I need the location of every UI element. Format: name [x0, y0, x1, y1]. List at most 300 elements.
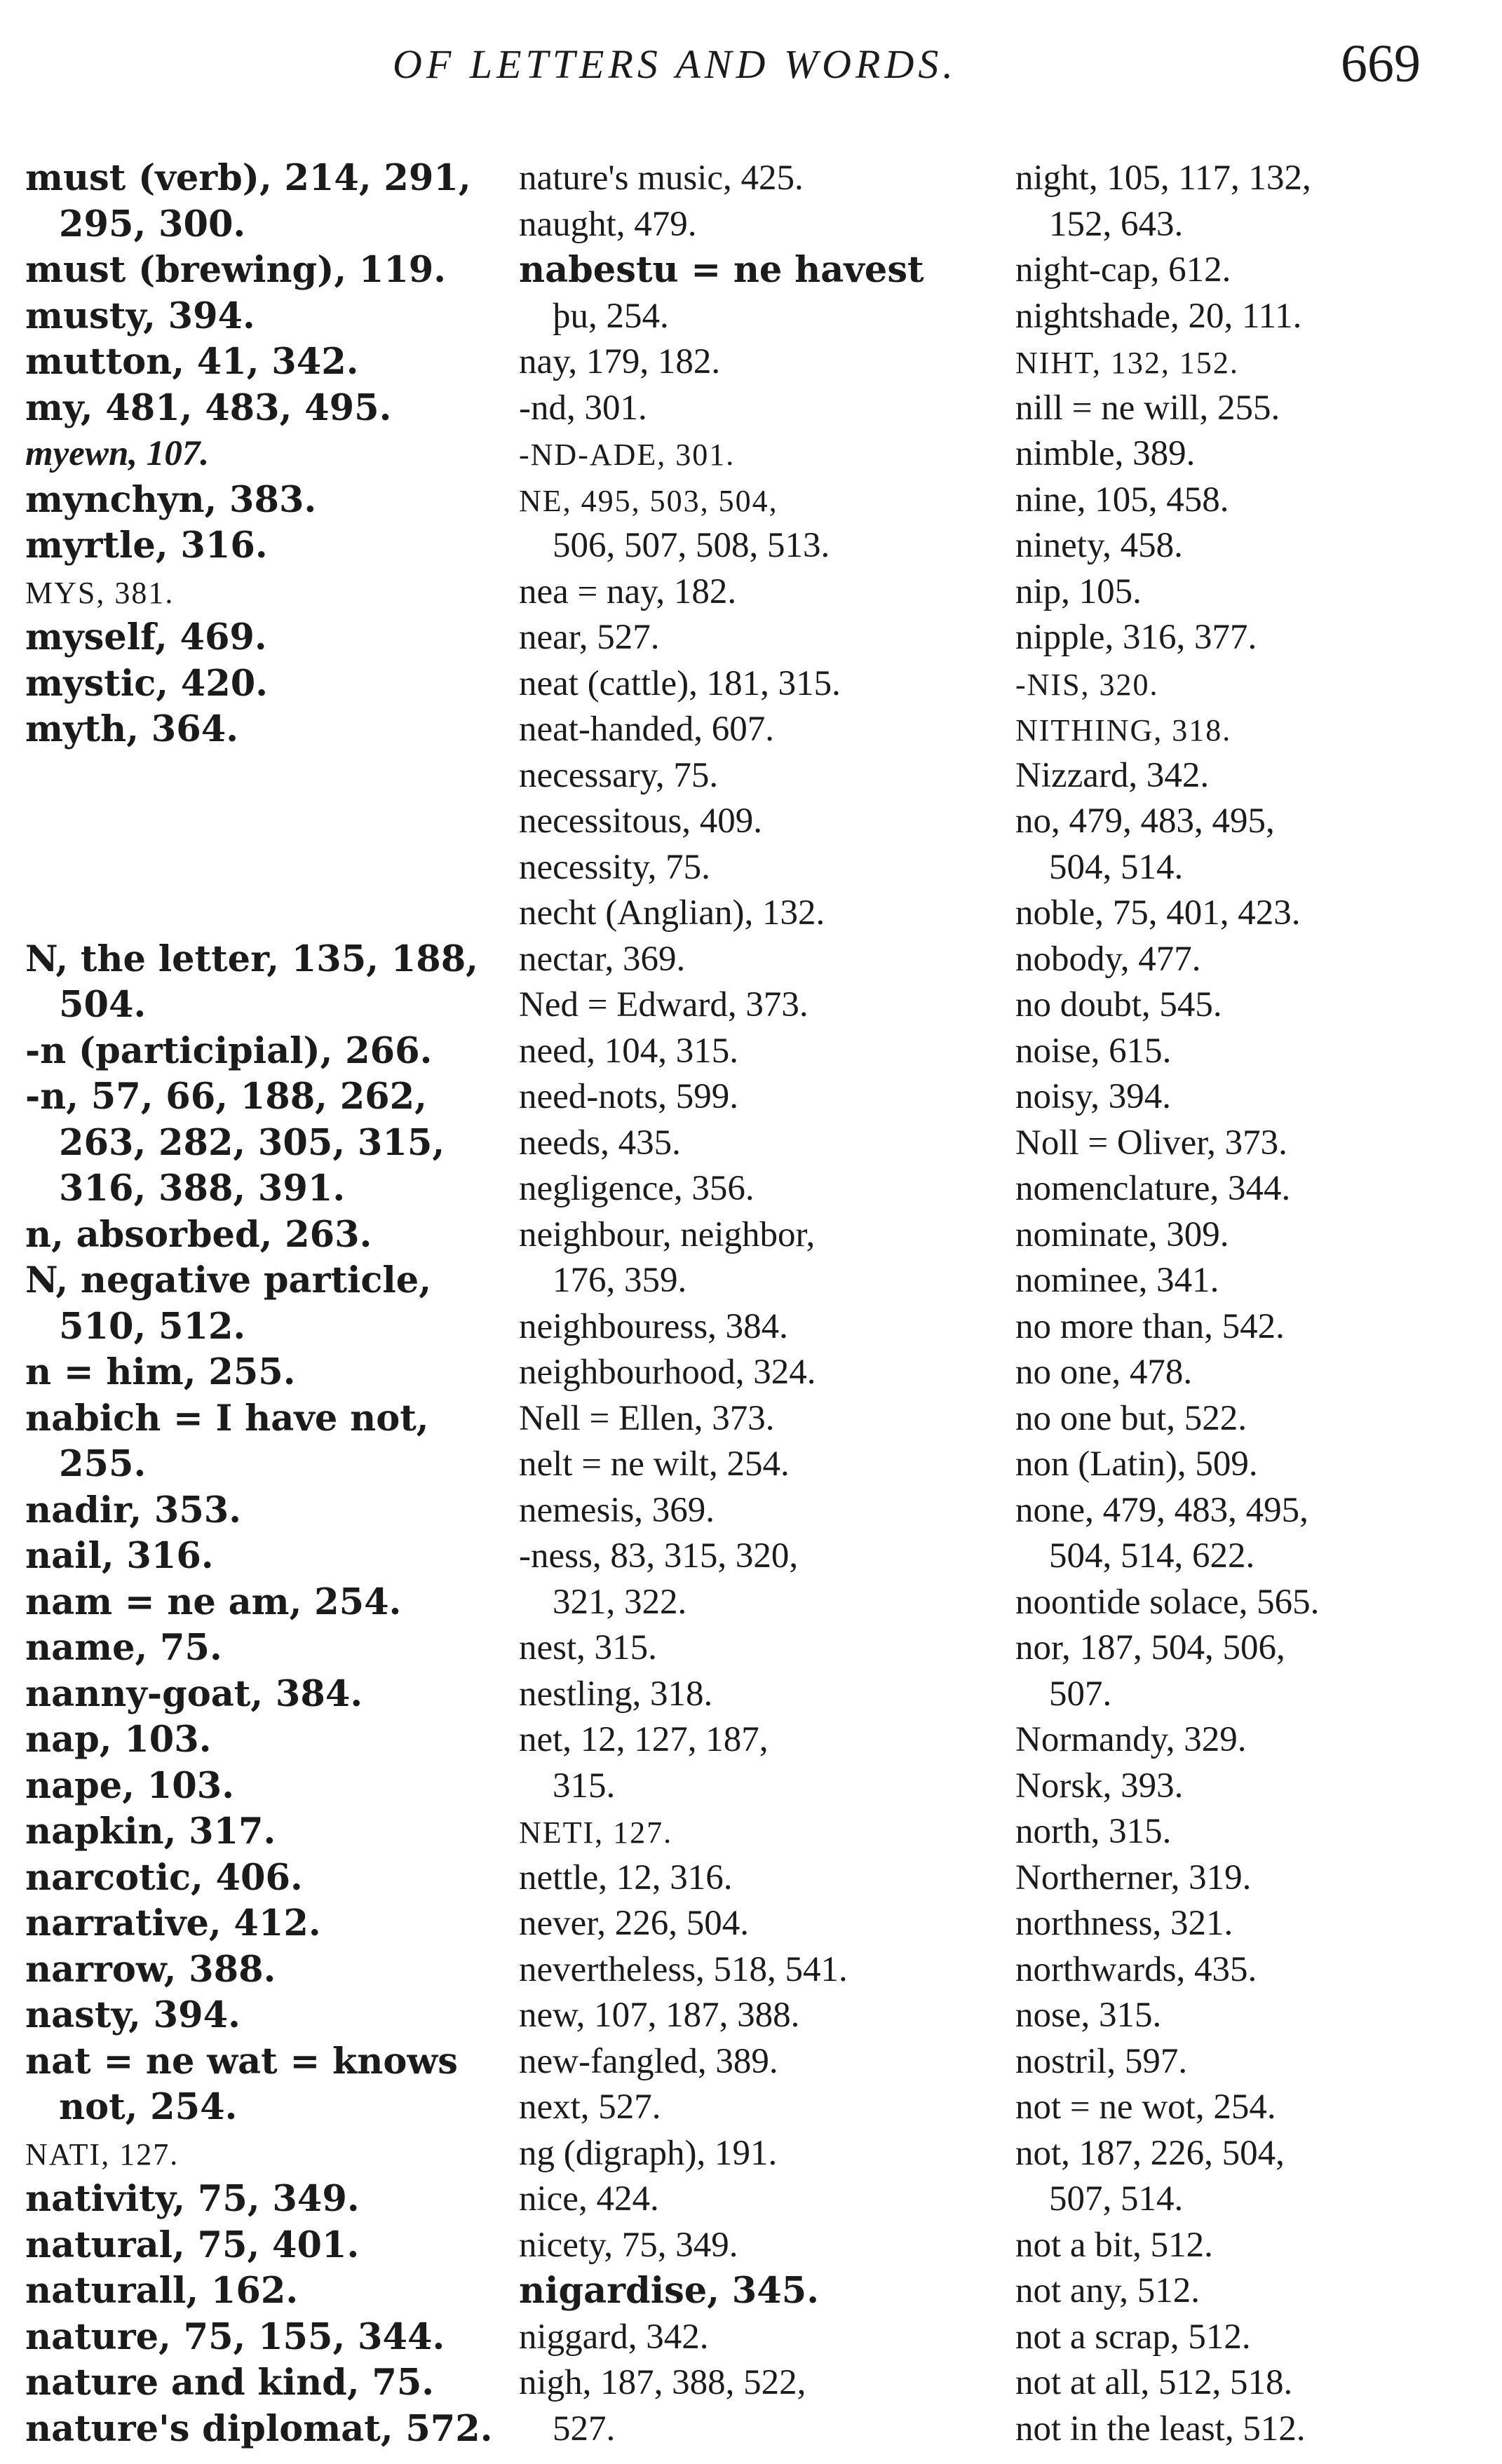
index-entry — [1015, 2131, 1464, 2177]
entry-text: 315. — [553, 1766, 616, 1806]
index-entry — [1015, 1166, 1464, 1212]
entry-text: mystic, 420. — [25, 662, 269, 705]
index-entry — [25, 1580, 474, 1626]
index-entry — [1015, 1488, 1464, 1534]
index-entry — [1015, 523, 1464, 569]
entry-text: must (verb), 214, 291, — [25, 157, 471, 199]
entry-text: MYS, 381. — [25, 575, 175, 610]
entry-text: n, absorbed, 263. — [25, 1213, 372, 1256]
entry-text: noise, 615. — [1015, 1031, 1172, 1071]
entry-text: musty, 394. — [25, 295, 255, 337]
entry-text: no, 479, 483, 495, — [1015, 801, 1275, 841]
entry-text: nap, 103. — [25, 1719, 212, 1761]
index-entry — [1015, 799, 1464, 845]
entry-text: next, 527. — [519, 2087, 661, 2127]
entry-text: nadir, 353. — [25, 1489, 242, 1531]
index-entry-continuation — [1015, 1534, 1464, 1580]
index-entry — [25, 937, 478, 983]
index-entry — [519, 339, 968, 386]
index-entry — [1015, 2223, 1464, 2269]
index-entry — [519, 1212, 968, 1259]
index-entry — [25, 569, 474, 616]
index-entry — [25, 1212, 474, 1259]
index-entry — [519, 799, 968, 845]
entry-text: ninety, 458. — [1015, 526, 1183, 565]
entry-text: not any, 512. — [1015, 2271, 1200, 2310]
index-entry — [25, 615, 474, 661]
entry-text: needs, 435. — [519, 1123, 681, 1163]
index-entry — [1015, 1304, 1464, 1351]
index-entry — [1015, 1121, 1464, 1167]
index-entry-continuation — [25, 982, 474, 1029]
entry-text: nomenclature, 344. — [1015, 1169, 1291, 1208]
entry-text: necht (Anglian), 132. — [519, 893, 825, 933]
entry-text: -ND-ADE, 301. — [519, 438, 736, 472]
index-entry — [1015, 431, 1464, 478]
entry-text: night-cap, 612. — [1015, 250, 1231, 290]
index-entry — [25, 478, 474, 524]
entry-text: 152, 643. — [1049, 204, 1184, 244]
index-entry — [519, 2223, 968, 2269]
index-entry — [519, 1625, 968, 1672]
entry-text: not = ne wot, 254. — [1015, 2087, 1276, 2127]
entry-text: nose, 315. — [1015, 1996, 1162, 2035]
blank-line — [25, 799, 474, 845]
index-entry — [1015, 1855, 1464, 1902]
index-entry — [1015, 339, 1464, 386]
index-entry-continuation — [519, 294, 968, 340]
index-entry-continuation — [25, 1304, 474, 1351]
entry-text: Norsk, 393. — [1015, 1766, 1184, 1806]
index-entry — [519, 2085, 968, 2131]
index-entry — [1015, 1258, 1464, 1304]
index-column-3 — [1015, 156, 1464, 2452]
entry-text: nominee, 341. — [1015, 1261, 1219, 1300]
index-entry — [25, 1809, 474, 1855]
index-entry — [25, 2268, 474, 2315]
index-entry — [519, 1396, 968, 1442]
entry-text: must (brewing), 119. — [25, 249, 447, 291]
entry-text: NIHT, 132, 152. — [1015, 346, 1239, 380]
entry-text: nasty, 394. — [25, 1994, 241, 2036]
entry-text: near, 527. — [519, 618, 660, 657]
index-entry — [519, 202, 968, 248]
entry-text: my, 481, 483, 495. — [25, 386, 392, 429]
index-entry — [1015, 1350, 1464, 1396]
index-entry — [519, 1901, 968, 1947]
entry-text: napkin, 317. — [25, 1810, 276, 1853]
entry-text: nobody, 477. — [1015, 939, 1201, 979]
entry-text: -NIS, 320. — [1015, 667, 1159, 702]
entry-text: night, 105, 117, 132, — [1015, 158, 1311, 198]
index-entry — [519, 2315, 968, 2361]
index-entry — [519, 2268, 968, 2315]
index-entry — [25, 431, 474, 478]
entry-text: nest, 315. — [519, 1628, 657, 1667]
entry-text: nail, 316. — [25, 1535, 214, 1577]
index-entry — [25, 386, 474, 432]
index-entry — [519, 661, 968, 708]
index-entry — [1015, 478, 1464, 524]
entry-text: myth, 364. — [25, 708, 238, 750]
page-number: 669 — [1341, 34, 1421, 93]
index-entry — [25, 2039, 474, 2085]
index-entry-continuation — [25, 1121, 474, 1167]
entry-text: -ness, 83, 315, 320, — [519, 1536, 799, 1576]
entry-text: 504, 514, 622. — [1049, 1536, 1255, 1576]
index-entry — [519, 2131, 968, 2177]
entry-text: noble, 75, 401, 423. — [1015, 893, 1301, 933]
entry-text: not, 187, 226, 504, — [1015, 2133, 1285, 2173]
index-entry — [1015, 982, 1464, 1029]
index-entry — [1015, 1717, 1464, 1764]
entry-text: name, 75. — [25, 1627, 222, 1669]
entry-text: myself, 469. — [25, 616, 267, 658]
index-entry — [1015, 1074, 1464, 1121]
entry-text: nature's diplomat, 572. — [25, 2407, 493, 2450]
index-entry — [519, 156, 968, 202]
entry-text: NETI, 127. — [519, 1815, 673, 1850]
entry-text: not at all, 512, 518. — [1015, 2363, 1293, 2402]
index-entry-continuation — [1015, 2177, 1464, 2223]
entry-text: not, 254. — [59, 2086, 238, 2128]
index-entry — [519, 1534, 968, 1580]
index-entry — [519, 1166, 968, 1212]
index-entry — [25, 1488, 474, 1534]
entry-text: none, 479, 483, 495, — [1015, 1490, 1308, 1530]
index-entry — [519, 2039, 968, 2085]
entry-text: ng (digraph), 191. — [519, 2133, 778, 2173]
index-entry — [1015, 1901, 1464, 1947]
index-entry — [1015, 753, 1464, 799]
entry-text: 504, 514. — [1049, 847, 1184, 887]
index-entry — [519, 937, 968, 983]
entry-text: need-nots, 599. — [519, 1077, 739, 1116]
entry-text: 176, 359. — [553, 1261, 687, 1300]
index-entry — [25, 1258, 474, 1304]
index-entry — [1015, 2268, 1464, 2315]
entry-text: no one but, 522. — [1015, 1398, 1247, 1438]
entry-text: nat = ne wat = knows — [25, 2040, 459, 2083]
index-entry — [519, 753, 968, 799]
entry-text: 316, 388, 391. — [59, 1167, 346, 1210]
entry-text: northwards, 435. — [1015, 1949, 1257, 1989]
entry-text: nestling, 318. — [519, 1674, 713, 1714]
entry-text: 507, 514. — [1049, 2179, 1184, 2219]
index-entry — [1015, 2407, 1464, 2453]
entry-text: narcotic, 406. — [25, 1856, 303, 1899]
index-entry — [519, 1442, 968, 1488]
index-entry — [519, 1717, 968, 1764]
index-entry — [1015, 891, 1464, 937]
index-entry — [1015, 1580, 1464, 1626]
entry-text: nip, 105. — [1015, 571, 1142, 611]
entry-text: necessitous, 409. — [519, 801, 763, 841]
index-entry — [519, 707, 968, 753]
index-entry — [25, 1947, 474, 1993]
index-entry — [1015, 1764, 1464, 1810]
entry-text: need, 104, 315. — [519, 1031, 739, 1071]
index-entry — [25, 339, 474, 386]
entry-text: nativity, 75, 349. — [25, 2178, 360, 2220]
entry-text: not a bit, 512. — [1015, 2225, 1213, 2265]
index-entry — [519, 386, 968, 432]
entry-text: nigardise, 345. — [519, 2270, 819, 2312]
entry-text: myewn, 107. — [25, 434, 210, 473]
entry-text: nimble, 389. — [1015, 434, 1196, 473]
index-entry — [25, 2360, 474, 2407]
index-entry — [1015, 1029, 1464, 1075]
index-entry — [25, 2315, 474, 2361]
index-entry — [25, 2223, 474, 2269]
entry-text: nature's music, 425. — [519, 158, 804, 198]
entry-text: nam = ne am, 254. — [25, 1580, 402, 1623]
entry-text: nice, 424. — [519, 2179, 659, 2219]
entry-text: nanny-goat, 384. — [25, 1672, 363, 1715]
entry-text: N, negative particle, — [25, 1259, 432, 1301]
index-entry — [25, 248, 474, 294]
entry-text: new, 107, 187, 388. — [519, 1996, 800, 2035]
index-column-2 — [519, 156, 968, 2452]
entry-text: nelt = ne wilt, 254. — [519, 1444, 790, 1484]
index-entry — [25, 1855, 474, 1902]
entry-text: nill = ne will, 255. — [1015, 388, 1280, 428]
entry-text: Noll = Oliver, 373. — [1015, 1123, 1287, 1163]
index-entry — [1015, 615, 1464, 661]
blank-line — [25, 891, 474, 937]
entry-text: north, 315. — [1015, 1812, 1172, 1851]
entry-text: neighbour, neighbor, — [519, 1214, 816, 1254]
entry-text: NITHING, 318. — [1015, 713, 1232, 747]
entry-text: NE, 495, 503, 504, — [519, 483, 778, 518]
index-entry — [519, 431, 968, 478]
entry-text: nape, 103. — [25, 1764, 234, 1807]
index-entry — [25, 1350, 474, 1396]
entry-text: NATI, 127. — [25, 2137, 180, 2172]
entry-text: nea = nay, 182. — [519, 571, 737, 611]
index-entry — [519, 1809, 968, 1855]
entry-text: narrow, 388. — [25, 1948, 276, 1991]
entry-text: Nell = Ellen, 373. — [519, 1398, 775, 1438]
entry-text: not a scrap, 512. — [1015, 2317, 1251, 2357]
entry-text: not in the least, 512. — [1015, 2409, 1306, 2449]
index-entry-continuation — [519, 1580, 968, 1626]
index-entry — [1015, 661, 1464, 708]
index-entry — [519, 1947, 968, 1993]
entry-text: nevertheless, 518, 541. — [519, 1949, 848, 1989]
index-entry — [25, 1717, 474, 1764]
entry-text: natural, 75, 401. — [25, 2223, 360, 2266]
entry-text: 510, 512. — [59, 1305, 246, 1348]
entry-text: nay, 179, 182. — [519, 342, 721, 381]
entry-text: 263, 282, 305, 315, — [59, 1121, 445, 1164]
entry-text: N, the letter, 135, 188, — [25, 937, 478, 980]
entry-text: 527. — [553, 2409, 616, 2449]
entry-text: no more than, 542. — [1015, 1306, 1285, 1346]
index-entry — [519, 891, 968, 937]
index-entry — [25, 661, 474, 708]
entry-text: myrtle, 316. — [25, 524, 268, 567]
index-entry-continuation — [25, 202, 474, 248]
index-entry-continuation — [519, 1764, 968, 1810]
entry-text: 507. — [1049, 1674, 1112, 1714]
entry-text: nemesis, 369. — [519, 1490, 715, 1530]
entry-text: non (Latin), 509. — [1015, 1444, 1258, 1484]
index-entry — [1015, 1212, 1464, 1259]
entry-text: noisy, 394. — [1015, 1077, 1171, 1116]
index-entry-continuation — [1015, 202, 1464, 248]
entry-text: -nd, 301. — [519, 388, 647, 428]
index-entry — [1015, 1809, 1464, 1855]
index-entry — [519, 1672, 968, 1718]
index-entry — [25, 1396, 474, 1442]
index-entry — [1015, 707, 1464, 753]
index-entry — [519, 1029, 968, 1075]
entry-text: negligence, 356. — [519, 1169, 755, 1208]
entry-text: nightshade, 20, 111. — [1015, 296, 1302, 336]
index-entry — [25, 1993, 474, 2039]
entry-text: naught, 479. — [519, 204, 697, 244]
entry-text: never, 226, 504. — [519, 1904, 749, 1943]
index-entry — [519, 845, 968, 891]
index-entry — [519, 2177, 968, 2223]
index-entry — [1015, 386, 1464, 432]
index-entry — [25, 2177, 474, 2223]
blank-line — [25, 753, 474, 799]
index-entry — [25, 1672, 474, 1718]
entry-text: 295, 300. — [59, 203, 246, 245]
entry-text: niggard, 342. — [519, 2317, 709, 2357]
index-entry — [25, 1901, 474, 1947]
index-entry — [519, 248, 968, 294]
index-entry — [25, 156, 474, 202]
index-entry — [1015, 156, 1464, 202]
index-entry — [25, 1074, 474, 1121]
index-entry — [25, 1764, 474, 1810]
index-entry — [25, 2407, 493, 2453]
index-entry-continuation — [1015, 1672, 1464, 1718]
entry-text: nectar, 369. — [519, 939, 686, 979]
index-entry — [25, 1625, 474, 1672]
index-entry-continuation — [519, 523, 968, 569]
index-entry — [1015, 2360, 1464, 2407]
entry-text: mutton, 41, 342. — [25, 341, 359, 383]
entry-text: mynchyn, 383. — [25, 478, 317, 521]
index-entry — [25, 523, 474, 569]
index-entry-continuation — [25, 2085, 474, 2131]
entry-text: nicety, 75, 349. — [519, 2225, 738, 2265]
entry-text: nominate, 309. — [1015, 1214, 1229, 1254]
index-entry — [1015, 294, 1464, 340]
index-entry-continuation — [25, 1442, 474, 1488]
entry-text: nostril, 597. — [1015, 2041, 1188, 2081]
entry-text: nettle, 12, 316. — [519, 1857, 733, 1897]
entry-text: Nizzard, 342. — [1015, 755, 1210, 795]
entry-text: 506, 507, 508, 513. — [553, 526, 830, 565]
index-entry — [1015, 569, 1464, 616]
entry-text: narrative, 412. — [25, 1902, 321, 1944]
entry-text: þu, 254. — [553, 296, 669, 336]
index-entry-continuation — [519, 1258, 968, 1304]
entry-text: necessary, 75. — [519, 755, 719, 795]
entry-text: nabestu = ne havest — [519, 249, 924, 291]
index-entry — [519, 2360, 968, 2407]
entry-text: Ned = Edward, 373. — [519, 985, 808, 1024]
index-entry — [519, 1304, 968, 1351]
index-entry — [519, 569, 968, 616]
entry-text: noontide solace, 565. — [1015, 1582, 1320, 1622]
index-entry — [519, 1350, 968, 1396]
entry-text: nine, 105, 458. — [1015, 480, 1229, 520]
entry-text: no doubt, 545. — [1015, 985, 1222, 1024]
index-entry — [1015, 1993, 1464, 2039]
index-entry — [519, 982, 968, 1029]
entry-text: neat-handed, 607. — [519, 710, 774, 749]
entry-text: neighbourhood, 324. — [519, 1353, 816, 1392]
entry-text: neat (cattle), 181, 315. — [519, 663, 841, 703]
index-column-1 — [25, 156, 493, 2452]
running-title: OF LETTERS AND WORDS. — [393, 41, 957, 87]
entry-text: northness, 321. — [1015, 1904, 1233, 1943]
index-entry-continuation — [25, 1166, 474, 1212]
index-entry — [1015, 2039, 1464, 2085]
blank-line — [25, 845, 474, 891]
index-entry — [1015, 1947, 1464, 1993]
index-entry — [519, 1121, 968, 1167]
entry-text: neighbouress, 384. — [519, 1306, 788, 1346]
index-entry — [519, 1855, 968, 1902]
entry-text: net, 12, 127, 187, — [519, 1720, 769, 1759]
index-entry — [25, 2131, 474, 2177]
index-entry-continuation — [1015, 845, 1464, 891]
entry-text: no one, 478. — [1015, 1353, 1193, 1392]
entry-text: naturall, 162. — [25, 2270, 299, 2312]
entry-text: new-fangled, 389. — [519, 2041, 778, 2081]
entry-text: nipple, 316, 377. — [1015, 618, 1257, 657]
entry-text: -n (participial), 266. — [25, 1029, 433, 1072]
entry-text: nature, 75, 155, 344. — [25, 2315, 445, 2358]
index-entry — [25, 707, 474, 753]
entry-text: Normandy, 329. — [1015, 1720, 1247, 1759]
index-entry — [1015, 1442, 1464, 1488]
entry-text: 504. — [59, 984, 147, 1026]
index-entry — [519, 478, 968, 524]
index-entry — [1015, 2315, 1464, 2361]
entry-text: n = him, 255. — [25, 1351, 296, 1393]
index-entry — [519, 1993, 968, 2039]
entry-text: Northerner, 319. — [1015, 1857, 1252, 1897]
index-entry — [25, 1029, 474, 1075]
entry-text: -n, 57, 66, 188, 262, — [25, 1076, 427, 1118]
entry-text: nature and kind, 75. — [25, 2362, 435, 2404]
entry-text: 255. — [59, 1443, 147, 1485]
entry-text: 321, 322. — [553, 1582, 687, 1622]
index-entry — [1015, 937, 1464, 983]
index-entry — [1015, 1396, 1464, 1442]
index-entry — [1015, 1625, 1464, 1672]
index-entry — [519, 1488, 968, 1534]
index-entry — [25, 294, 474, 340]
entry-text: nabich = I have not, — [25, 1397, 429, 1440]
entry-text: necessity, 75. — [519, 847, 710, 887]
index-entry — [1015, 2085, 1464, 2131]
index-entry — [519, 615, 968, 661]
index-entry — [519, 1074, 968, 1121]
index-entry — [1015, 248, 1464, 294]
page-header — [0, 34, 1502, 97]
index-entry — [25, 1534, 474, 1580]
entry-text: nor, 187, 504, 506, — [1015, 1628, 1285, 1667]
